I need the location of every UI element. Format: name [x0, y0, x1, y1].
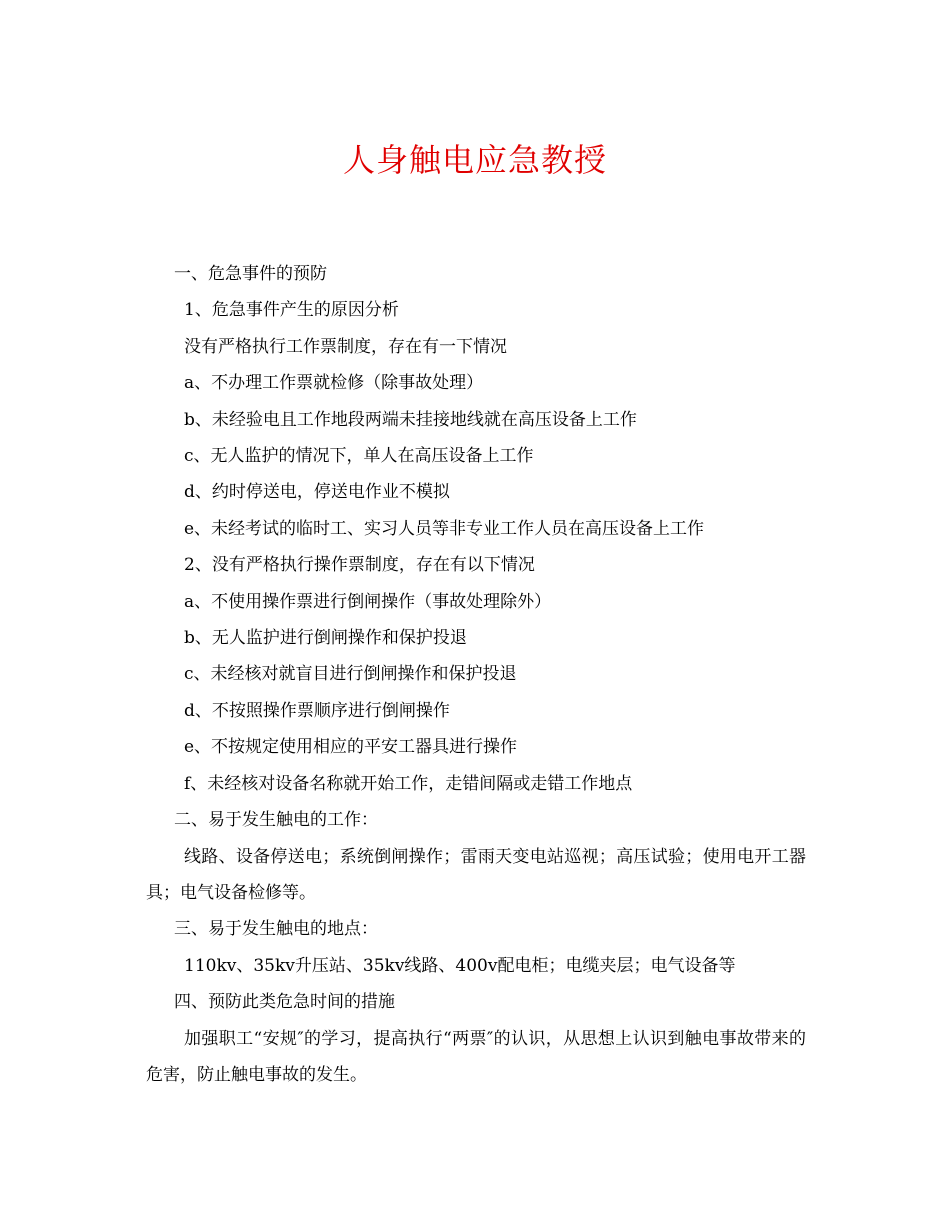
list-item: e、不按规定使用相应的平安工器具进行操作	[184, 737, 518, 758]
text-line: 2、没有严格执行操作票制度，存在有以下情况	[184, 555, 535, 576]
list-item: a、不使用操作票进行倒闸操作（事故处理除外）	[184, 591, 552, 612]
paragraph-measures: 加强职工“安规″的学习，提高执行“两票″的认识，从思想上认识到触电事故带来的危害，防止触电事故的发生。	[146, 1028, 806, 1085]
paragraph-work: 线路、设备停送电；系统倒闸操作；雷雨天变电站巡视；高压试验；使用电开工器具；电气设备检修等。	[146, 846, 806, 903]
text-line-places: 110kv、35kv升压站、35kv线路、400v配电柜；电缆夹层；电气设备等	[184, 955, 736, 976]
document-body	[146, 256, 806, 1093]
list-item: d、约时停送电，停送电作业不模拟	[184, 482, 450, 503]
subsection-heading-causes: 1、危急事件产生的原因分析	[184, 300, 399, 321]
section-heading-work: 二、易于发生触电的工作：	[174, 810, 378, 831]
list-item: f、未经核对设备名称就开始工作，走错间隔或走错工作地点	[184, 773, 633, 794]
list-item: a、不办理工作票就检修（除事故处理）	[184, 373, 484, 394]
document-title: 人身触电应急教授	[342, 141, 607, 179]
section-heading-prevention: 一、危急事件的预防	[174, 264, 327, 284]
list-item: b、无人监护进行倒闸操作和保护投退	[184, 628, 467, 649]
text-line: 没有严格执行工作票制度，存在有一下情况	[184, 336, 507, 357]
list-item: e、未经考试的临时工、实习人员等非专业工作人员在高压设备上工作	[184, 518, 705, 539]
section-heading-measures: 四、预防此类危急时间的措施	[174, 992, 395, 1013]
list-item: b、未经验电且工作地段两端未挂接地线就在高压设备上工作	[184, 409, 637, 430]
list-item: d、不按照操作票顺序进行倒闸操作	[184, 700, 450, 721]
list-item: c、无人监护的情况下，单人在高压设备上工作	[184, 446, 534, 467]
section-heading-places: 三、易于发生触电的地点：	[174, 919, 378, 940]
list-item: c、未经核对就盲目进行倒闸操作和保护投退	[184, 664, 517, 685]
